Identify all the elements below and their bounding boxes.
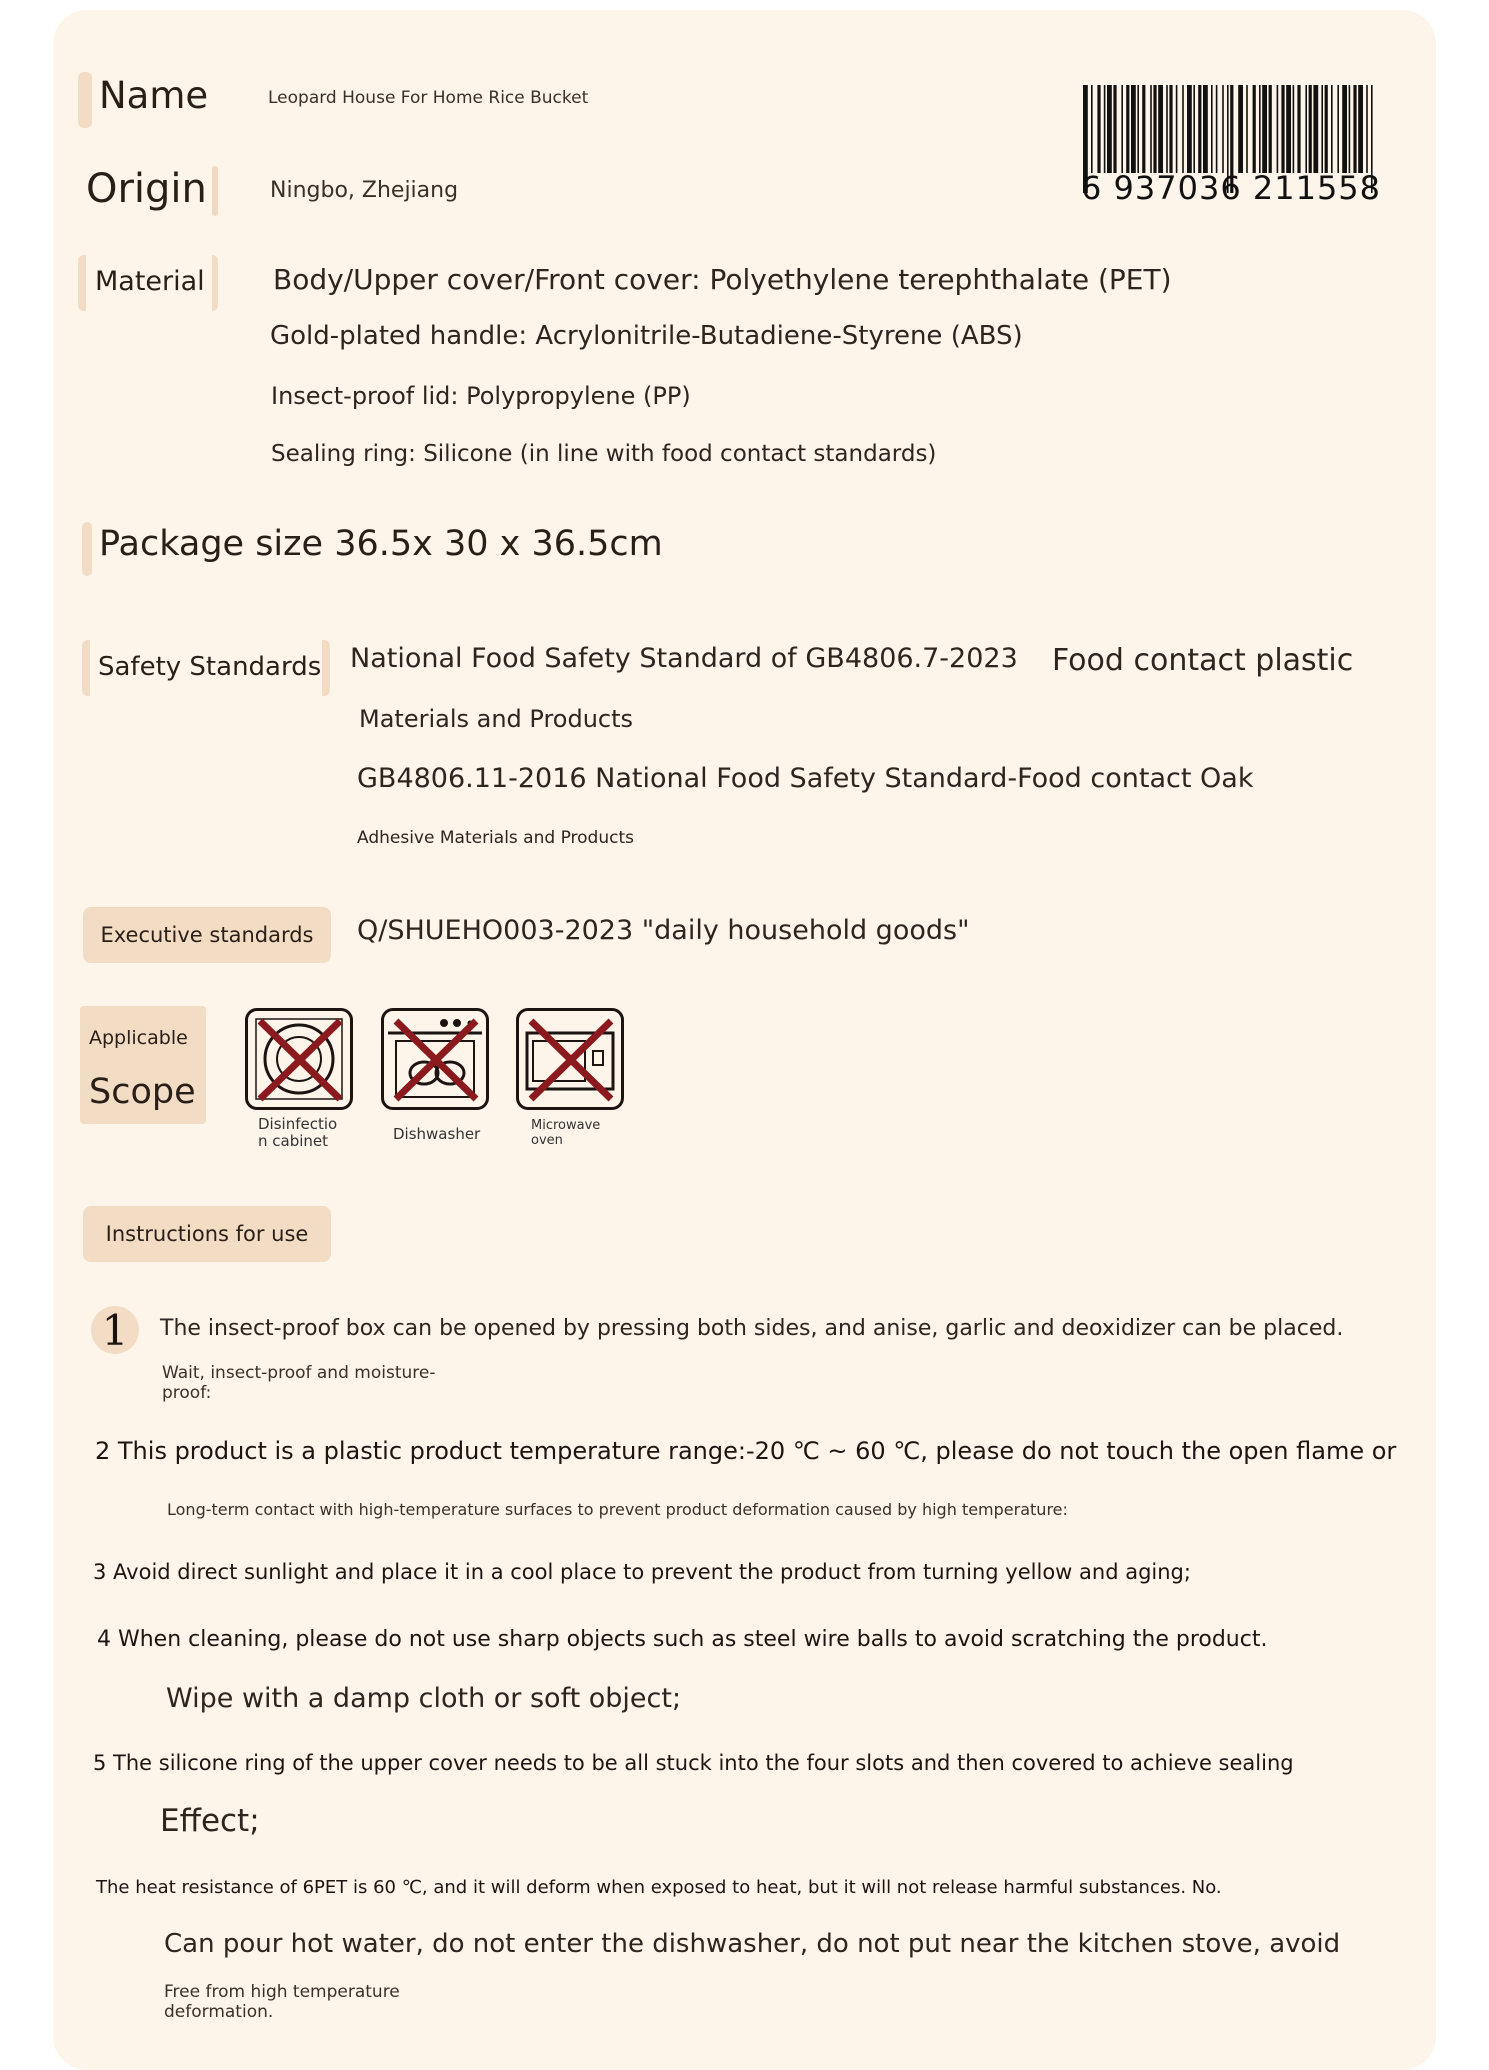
instruction-6-sub: Can pour hot water, do not enter the dishwasher, do not put near the kitchen stove, avoid: [164, 1929, 1341, 1959]
barcode-bar: [1182, 85, 1184, 173]
barcode-bar: [1137, 85, 1139, 173]
material-line-1: Body/Upper cover/Front cover: Polyethylene terephthalate (PET): [273, 263, 1172, 296]
material-line-3: Insect-proof lid: Polypropylene (PP): [271, 382, 691, 410]
barcode-bar: [1246, 85, 1248, 173]
barcode-bar: [1198, 85, 1201, 173]
safety-line-1b: Food contact plastic: [1052, 643, 1354, 678]
barcode-bar: [1297, 85, 1300, 173]
safety-line-4: Adhesive Materials and Products: [357, 828, 634, 848]
instruction-2-main: 2 This product is a plastic product temperature range:-20 ℃ ~ 60 ℃, please do not touch the open flame or: [95, 1437, 1397, 1465]
barcode-bar: [1131, 85, 1136, 173]
dishwasher-icon: [381, 1008, 489, 1110]
microwave-oven-icon: [516, 1008, 624, 1110]
barcode-bar: [1216, 85, 1218, 173]
barcode-bar: [1187, 85, 1192, 173]
barcode-bar: [1262, 85, 1267, 173]
barcode-bar: [1353, 85, 1356, 173]
barcode-number: 6 937036 211558: [1081, 169, 1382, 207]
origin-label-bar: [212, 166, 218, 216]
material-line-2: Gold-plated handle: Acrylonitrile-Butadiene-Styrene (ABS): [270, 321, 1023, 351]
instruction-5-main: 5 The silicone ring of the upper cover needs to be all stuck into the four slots and then covered to achieve sealing: [93, 1751, 1294, 1775]
barcode-bar: [1169, 85, 1172, 173]
barcode-bar: [1150, 85, 1152, 173]
safety-line-1a: National Food Safety Standard of GB4806.7-2023: [350, 643, 1018, 674]
barcode-bar: [1321, 85, 1323, 173]
dishwasher-glyph: [384, 1011, 486, 1107]
barcode-bar: [1358, 85, 1363, 173]
disinfection-cabinet-icon: [245, 1008, 353, 1110]
barcode-bar: [1104, 85, 1106, 173]
instruction-1-number: [91, 1306, 139, 1354]
barcode-bar: [1121, 85, 1123, 173]
barcode-bar: [1269, 85, 1272, 173]
safety-line-3: GB4806.11-2016 National Food Safety Standard-Food contact Oak: [357, 763, 1254, 794]
barcode-bar: [1342, 85, 1347, 173]
instruction-1-number-text: 1: [101, 1305, 129, 1355]
disinfection-cabinet-glyph: [248, 1011, 350, 1107]
executive-label: [83, 907, 331, 963]
instruction-2-sub: Long-term contact with high-temperature surfaces to prevent product deformation caused by high temperature:: [167, 1500, 1068, 1519]
barcode-bar: [1293, 85, 1295, 173]
microwave-oven-glyph: [519, 1011, 621, 1107]
barcode-bar: [1166, 85, 1168, 173]
barcode-bar: [1222, 85, 1224, 173]
instruction-1-main: The insect-proof box can be opened by pressing both sides, and anise, garlic and deoxidizer can be placed.: [160, 1316, 1344, 1341]
barcode-bar: [1211, 85, 1213, 173]
barcode-bar: [1253, 85, 1256, 173]
name-value: Leopard House For Home Rice Bucket: [268, 88, 589, 108]
barcode-image: [1081, 85, 1382, 207]
barcode-bar: [1366, 85, 1368, 173]
instruction-3-main: 3 Avoid direct sunlight and place it in a cool place to prevent the product from turning yellow and aging;: [93, 1560, 1191, 1584]
executive-label-text: Executive standards: [100, 923, 314, 947]
barcode-bar: [1126, 85, 1129, 173]
executive-value: Q/SHUEHO003-2023 "daily household goods": [357, 915, 970, 946]
scope-label-big: Scope: [89, 1072, 196, 1112]
name-label: Name: [99, 74, 209, 117]
instructions-label: [83, 1206, 331, 1262]
instruction-4-sub: Wipe with a damp cloth or soft object;: [166, 1683, 682, 1714]
barcode-bar: [1193, 85, 1195, 173]
barcode-bar: [1142, 85, 1145, 173]
instruction-4-main: 4 When cleaning, please do not use sharp objects such as steel wire balls to avoid scratching the product.: [97, 1627, 1268, 1652]
barcode-bar: [1313, 85, 1318, 173]
package-size: Package size 36.5x 30 x 36.5cm: [99, 524, 663, 564]
barcode-bar: [1091, 85, 1093, 173]
barcode-bar: [1337, 85, 1339, 173]
origin-value: Ningbo, Zhejiang: [270, 178, 459, 203]
instruction-6-main: The heat resistance of 6PET is 60 ℃, and it will deform when exposed to heat, but it will not release harmful substances. No.: [96, 1877, 1222, 1898]
microwave-oven-caption: Microwave oven: [531, 1118, 601, 1148]
barcode-bar: [1331, 85, 1333, 173]
barcode-bar: [1349, 85, 1351, 173]
barcode-bar: [1203, 85, 1208, 173]
barcode-bar: [1281, 85, 1284, 173]
barcode-bar: [1153, 85, 1156, 173]
barcode-bar: [1238, 85, 1243, 173]
package-label-bar: [82, 522, 92, 576]
barcode-bar: [1277, 85, 1279, 173]
name-label-bar: [78, 72, 92, 128]
scope-label-small: Applicable: [89, 1027, 188, 1049]
barcode-bar: [1286, 85, 1291, 173]
material-label: Material: [95, 266, 205, 297]
material-line-4: Sealing ring: Silicone (in line with food contact standards): [271, 441, 937, 467]
instruction-5-sub: Effect;: [160, 1803, 260, 1839]
instruction-6-sub2: Free from high temperature deformation.: [164, 1982, 400, 2022]
disinfection-cabinet-caption: Disinfectio n cabinet: [258, 1115, 338, 1150]
barcode-bar: [1113, 85, 1116, 173]
barcode-bar: [1176, 85, 1178, 173]
barcode-bar: [1259, 85, 1261, 173]
origin-label: Origin: [86, 166, 207, 212]
safety-label: Safety Standards: [98, 652, 322, 682]
barcode-bar: [1158, 85, 1163, 173]
instructions-label-text: Instructions for use: [105, 1222, 309, 1246]
barcode-bar: [1097, 85, 1100, 173]
dishwasher-caption: Dishwasher: [393, 1125, 481, 1143]
barcode-bar: [1107, 85, 1112, 173]
barcode-bar: [1325, 85, 1328, 173]
instruction-1-sub: Wait, insect-proof and moisture- proof:: [162, 1363, 436, 1403]
barcode-bar: [1305, 85, 1307, 173]
safety-line-2: Materials and Products: [359, 705, 634, 733]
barcode-bar: [1309, 85, 1312, 173]
